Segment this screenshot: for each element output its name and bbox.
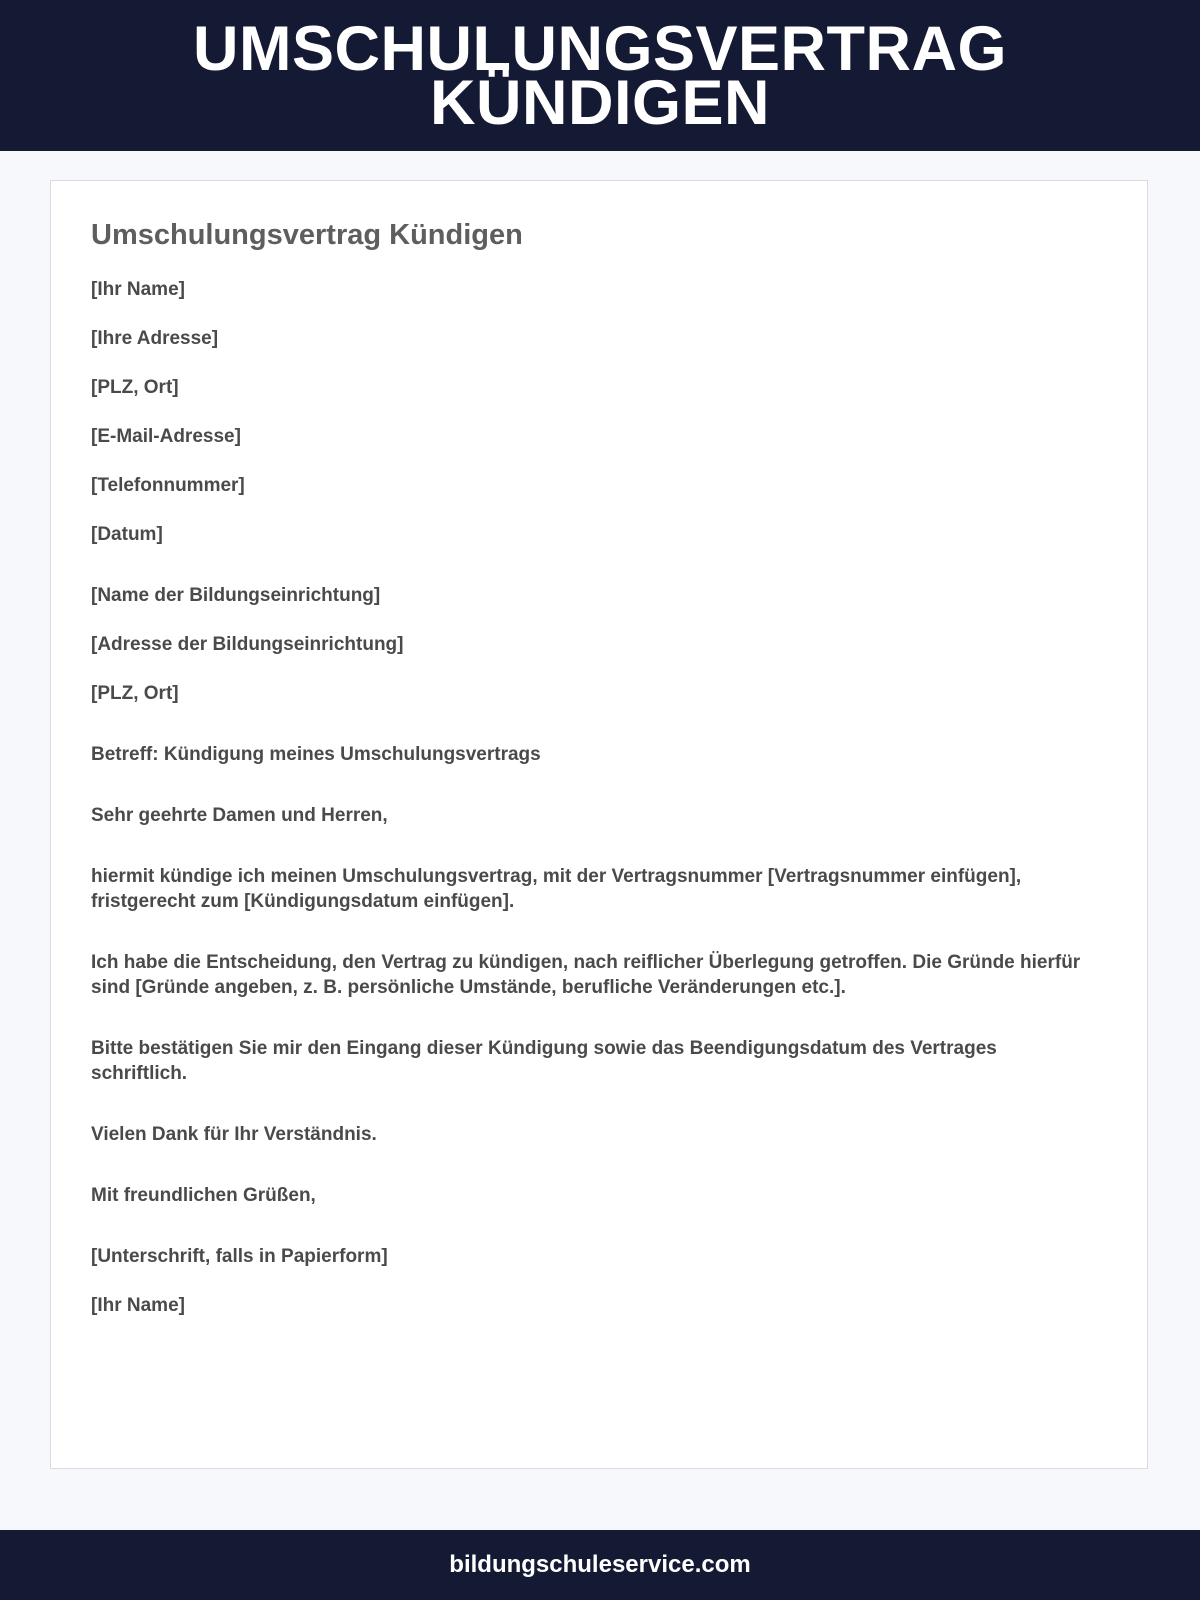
page-header bbox=[0, 0, 1200, 151]
sender-zip-city: [PLZ, Ort] bbox=[91, 377, 179, 398]
letter-closing: Mit freundlichen Grüßen, bbox=[91, 1185, 316, 1206]
document-title: Umschulungsvertrag Kündigen bbox=[91, 219, 523, 251]
sender-name: [Ihr Name] bbox=[91, 279, 185, 300]
letter-card bbox=[50, 180, 1148, 1469]
signature-name: [Ihr Name] bbox=[91, 1295, 185, 1316]
recipient-address: [Adresse der Bildungseinrichtung] bbox=[91, 634, 404, 655]
header-title: UMSCHULUNGSVERTRAG KÜNDIGEN bbox=[192, 13, 1007, 138]
footer-site-link[interactable]: bildungschuleservice.com bbox=[449, 1551, 751, 1578]
body-paragraph: hiermit kündige ich meinen Umschulungsvertrag, mit der Vertragsnummer [Vertragsnummer einfügen], fristgerecht zum [Kündigungsdatum einfügen]. bbox=[91, 866, 1022, 912]
page-footer bbox=[0, 1530, 1200, 1600]
letter-salutation: Sehr geehrte Damen und Herren, bbox=[91, 805, 388, 826]
sender-phone: [Telefonnummer] bbox=[91, 475, 245, 496]
recipient-name: [Name der Bildungseinrichtung] bbox=[91, 585, 381, 606]
letter-subject: Betreff: Kündigung meines Umschulungsvertrags bbox=[91, 744, 541, 765]
sender-email: [E-Mail-Adresse] bbox=[91, 426, 241, 447]
body-paragraph: Bitte bestätigen Sie mir den Eingang dieser Kündigung sowie das Beendigungsdatum des Vertrages schriftlich. bbox=[91, 1038, 997, 1084]
letter-date: [Datum] bbox=[91, 524, 163, 545]
signature-placeholder: [Unterschrift, falls in Papierform] bbox=[91, 1246, 388, 1267]
body-paragraph: Vielen Dank für Ihr Verständnis. bbox=[91, 1124, 377, 1145]
body-paragraph: Ich habe die Entscheidung, den Vertrag zu kündigen, nach reiflicher Überlegung getroffen. Die Gründe hierfür sind [Gründe angeben, z. B. persönliche Umstände, berufliche Veränderungen etc.]. bbox=[91, 952, 1081, 998]
recipient-zip-city: [PLZ, Ort] bbox=[91, 683, 179, 704]
sender-address: [Ihre Adresse] bbox=[91, 328, 219, 349]
